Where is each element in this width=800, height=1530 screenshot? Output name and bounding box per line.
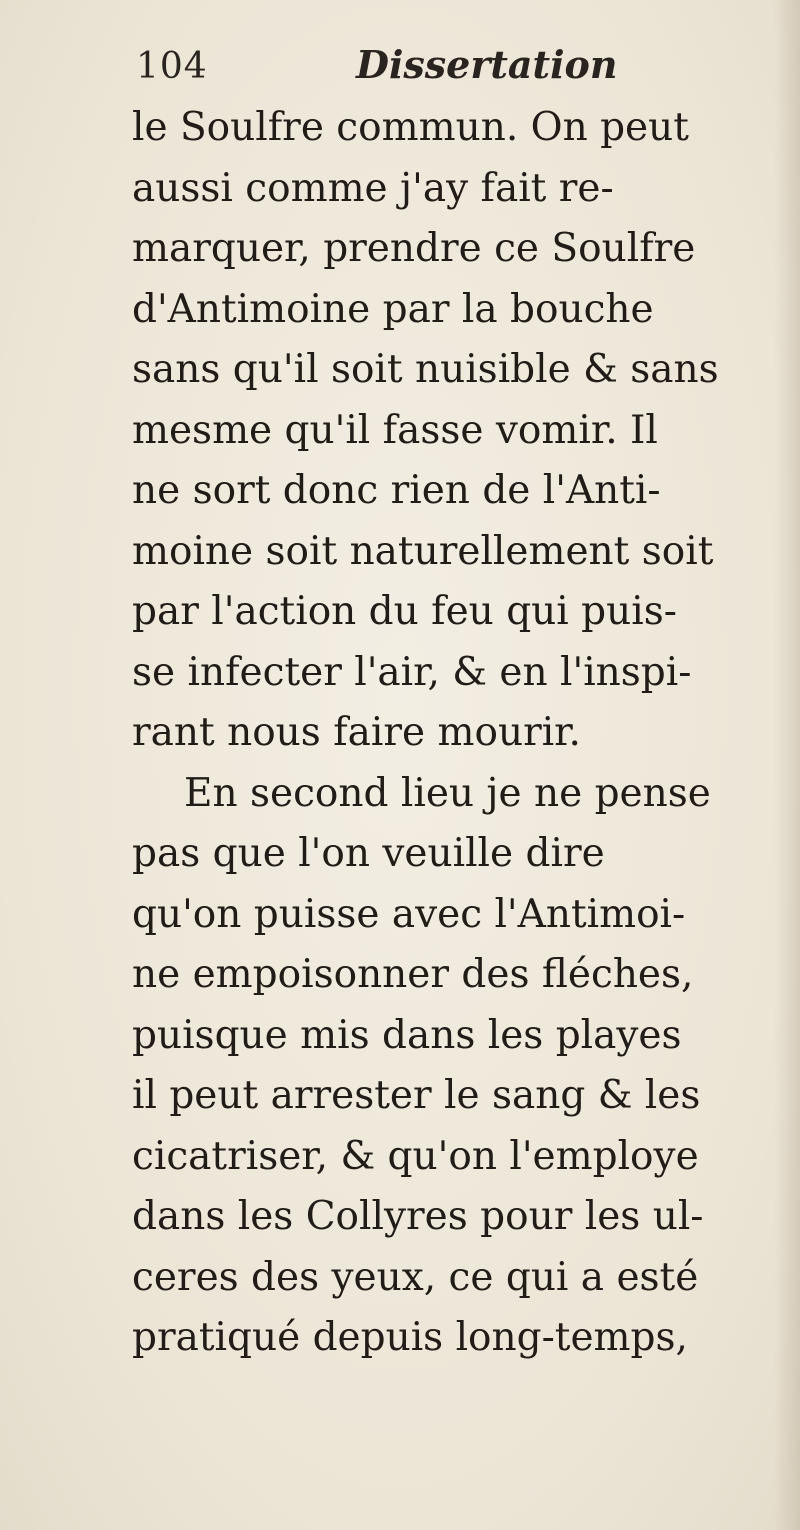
running-title: Dissertation <box>356 42 618 87</box>
text-line: marquer, prendre ce Soulfre <box>132 226 696 271</box>
text-line: d'Antimoine par la bouche <box>132 286 654 332</box>
text-line: par l'action du feu qui puis- <box>132 589 677 634</box>
text-line: le Soulfre commun. On peut <box>132 105 689 150</box>
text-line: rant nous faire mourir. <box>132 710 581 755</box>
paragraph-start-line: En second lieu je ne pense <box>184 770 711 816</box>
text-line: il peut arrester le sang & les <box>132 1073 701 1118</box>
text-line: puisque mis dans les playes <box>132 1012 682 1058</box>
text-line: ne empoisonner des fléches, <box>132 952 694 997</box>
text-line: aussi comme j'ay fait re- <box>132 165 614 211</box>
text-line: qu'on puisse avec l'Antimoi- <box>132 891 686 937</box>
page-header <box>136 38 696 98</box>
text-line: mesme qu'il fasse vomir. Il <box>132 407 658 453</box>
page-number: 104 <box>136 46 208 87</box>
body-text <box>132 98 792 1369</box>
text-line: dans les Collyres pour les ul- <box>132 1194 704 1239</box>
text-line: pratiqué depuis long-temps, <box>132 1315 688 1360</box>
text-line: se infecter l'air, & en l'inspi- <box>132 649 692 695</box>
text-line: cicatriser, & qu'on l'employe <box>132 1133 699 1179</box>
text-line: sans qu'il soit nuisible & sans <box>132 347 719 392</box>
text-line: pas que l'on veuille dire <box>132 831 605 876</box>
text-line: moine soit naturellement soit <box>132 528 714 574</box>
text-line: ceres des yeux, ce qui a esté <box>132 1254 699 1300</box>
text-line: ne sort donc rien de l'Anti- <box>132 468 661 513</box>
